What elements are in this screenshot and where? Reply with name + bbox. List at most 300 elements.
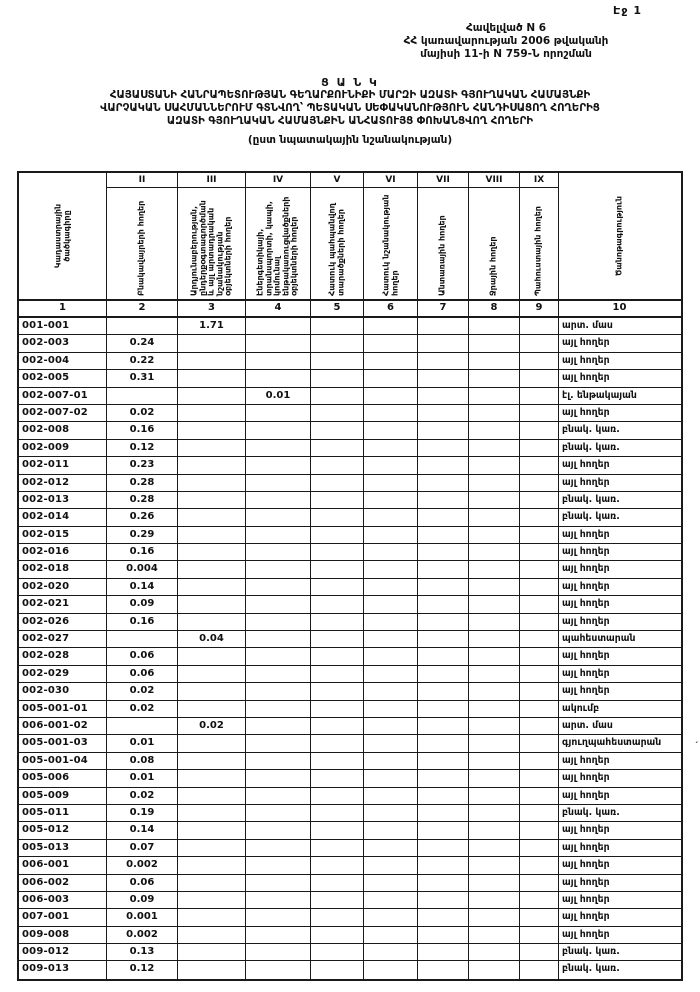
area-value-cell [311,718,364,734]
area-value-cell: 0.07 [107,840,178,856]
area-value-cell [178,353,246,369]
area-value-cell [364,353,418,369]
table-row [19,544,681,561]
area-value-cell [178,961,246,978]
area-value-cell [520,527,559,543]
area-value-cell [364,388,418,404]
area-value-cell [469,596,520,612]
scan-artifact: ՛ [695,741,698,750]
note-cell: բնակ. կառ. [562,424,620,436]
area-value-cell [469,683,520,699]
annex-line: Հավելված N 6 [465,22,547,34]
cadastral-code-cell: 001-001 [19,318,107,334]
area-value-cell [418,579,469,595]
note-cell: բնակ. կառ. [562,511,620,523]
area-value-cell [418,631,469,647]
area-value-cell [246,857,311,873]
area-value-cell [311,857,364,873]
cadastral-code-cell: 007-001 [19,909,107,925]
area-value-cell [418,475,469,491]
area-value-cell [178,944,246,960]
area-value-cell [311,927,364,943]
note-cell: այլ հողեր [562,754,610,766]
note-cell: այլ հողեր [562,546,610,558]
note-cell: ակումբ [562,702,600,714]
land-parcels-table [17,171,683,981]
area-value-cell [469,492,520,508]
area-value-cell [246,475,311,491]
table-row [19,857,681,874]
cadastral-code-cell: 002-016 [19,544,107,560]
note-cell: այլ հողեր [562,893,610,905]
cadastral-code-cell: 005-001-01 [19,701,107,717]
table-row [19,648,681,665]
area-value-cell [520,927,559,943]
area-value-cell: 0.01 [107,770,178,786]
cadastral-code-cell: 002-014 [19,509,107,525]
area-value-cell [418,527,469,543]
area-value-cell [520,857,559,873]
area-value-cell [469,701,520,717]
area-value-cell [178,405,246,421]
area-value-cell [364,527,418,543]
subtitle-line: ՀԱՅԱՍՏԱՆԻ ՀԱՆՐԱՊԵՏՈՒԹՅԱՆ ԳԵՂԱՐՔՈՒՆԻՔԻ ՄԱՐԶԻ ԱԶԱՏԻ ԳՅՈՒՂԱԿԱՆ ՀԱՄԱՅՆՔԻ [109,90,591,101]
table-row [19,666,681,683]
area-value-cell [364,909,418,925]
cadastral-code-cell: 002-021 [19,596,107,612]
area-value-cell: 0.06 [107,648,178,664]
note-cell: այլ հողեր [562,528,610,540]
area-value-cell [469,388,520,404]
area-value-cell [178,753,246,769]
cadastral-code-cell: 002-028 [19,648,107,664]
cadastral-code-cell: 006-001 [19,857,107,873]
area-value-cell [178,822,246,838]
area-value-cell [520,318,559,334]
area-value-cell [178,457,246,473]
area-value-cell [418,735,469,751]
area-value-cell [311,353,364,369]
roman-numeral: III [178,173,245,188]
area-value-cell [469,892,520,908]
table-row [19,770,681,787]
table-row [19,840,681,857]
area-value-cell: 0.06 [107,875,178,891]
cadastral-code-cell: 005-012 [19,822,107,838]
note-cell: այլ հողեր [562,459,610,471]
table-row [19,596,681,613]
area-value-cell [311,614,364,630]
area-value-cell: 1.71 [178,318,246,334]
area-value-cell [178,561,246,577]
area-value-cell: 0.04 [178,631,246,647]
header-col-9 [520,173,559,299]
area-value-cell: 0.02 [107,701,178,717]
area-value-cell [469,579,520,595]
area-value-cell [418,892,469,908]
area-value-cell [469,735,520,751]
area-value-cell [364,492,418,508]
cadastral-code-cell: 002-007-02 [19,405,107,421]
area-value-cell [246,892,311,908]
area-value-cell [520,440,559,456]
note-cell: այլ հողեր [562,911,610,923]
cadastral-code-cell: 002-003 [19,335,107,351]
table-header [19,173,681,299]
area-value-cell [469,527,520,543]
area-value-cell [311,875,364,891]
area-value-cell [364,422,418,438]
cadastral-code-cell: 009-013 [19,961,107,978]
note-cell: արտ. մաս [562,320,613,331]
cadastral-code-cell: 006-002 [19,875,107,891]
area-value-cell [469,370,520,386]
table-rows [19,318,681,979]
cadastral-code-cell: 002-007-01 [19,388,107,404]
area-value-cell: 0.06 [107,666,178,682]
area-value-cell: 0.002 [107,927,178,943]
column-number: 8 [469,301,520,316]
table-row [19,805,681,822]
area-value-cell [469,405,520,421]
area-value-cell [418,422,469,438]
area-value-cell [520,788,559,804]
area-value-cell [178,805,246,821]
area-value-cell [364,822,418,838]
area-value-cell [246,353,311,369]
column-number: 5 [311,301,364,316]
area-value-cell [469,822,520,838]
area-value-cell [364,614,418,630]
area-value-cell [178,840,246,856]
area-value-cell [178,666,246,682]
header-col-8 [469,173,520,299]
area-value-cell [520,614,559,630]
area-value-cell [520,718,559,734]
roman-numeral: VI [364,173,417,188]
area-value-cell: 0.24 [107,335,178,351]
area-value-cell [469,614,520,630]
area-value-cell [520,405,559,421]
cadastral-code-cell: 002-020 [19,579,107,595]
area-value-cell [311,840,364,856]
area-value-cell [246,735,311,751]
area-value-cell [469,788,520,804]
area-value-cell [364,648,418,664]
area-value-cell [469,927,520,943]
header-col-notes [559,173,680,299]
header-col-5 [311,173,364,299]
roman-numeral: V [311,173,363,188]
area-value-cell [246,718,311,734]
area-value-cell [178,544,246,560]
area-value-cell [364,596,418,612]
area-value-cell [364,857,418,873]
area-value-cell [178,370,246,386]
area-value-cell [520,492,559,508]
table-row [19,753,681,770]
area-value-cell [246,544,311,560]
subtitle-note: (ըստ նպատակային նշանակության) [247,134,453,146]
area-value-cell: 0.16 [107,544,178,560]
area-value-cell [364,544,418,560]
table-row [19,509,681,526]
area-value-cell [469,875,520,891]
column-label: Կադաստրային ծածկագիրը [52,203,71,269]
area-value-cell [418,666,469,682]
area-value-cell: 0.08 [107,753,178,769]
note-cell: այլ հողեր [562,580,610,592]
area-value-cell [364,457,418,473]
area-value-cell [469,648,520,664]
cadastral-code-cell: 002-018 [19,561,107,577]
area-value-cell: 0.13 [107,944,178,960]
area-value-cell [311,909,364,925]
area-value-cell [246,405,311,421]
cadastral-code-cell: 002-004 [19,353,107,369]
area-value-cell [364,701,418,717]
table-row [19,353,681,370]
area-value-cell [178,475,246,491]
table-row [19,370,681,387]
table-row [19,318,681,335]
document-title: Ց Ա Ն Կ [321,76,379,89]
area-value-cell [364,335,418,351]
header-col-3 [178,173,246,299]
cadastral-code-cell: 002-013 [19,492,107,508]
cadastral-code-cell: 005-011 [19,805,107,821]
table-row [19,701,681,718]
area-value-cell [246,631,311,647]
note-cell: այլ հողեր [562,789,610,801]
column-number-row [19,299,681,318]
area-value-cell [246,788,311,804]
roman-numeral: IX [520,173,558,188]
cadastral-code-cell: 005-009 [19,788,107,804]
column-label: Հատուկ նշանակության հողեր [380,193,399,296]
area-value-cell [520,509,559,525]
area-value-cell [107,718,178,734]
cadastral-code-cell: 002-030 [19,683,107,699]
area-value-cell [246,318,311,334]
area-value-cell [311,631,364,647]
area-value-cell [246,840,311,856]
table-row [19,718,681,735]
note-cell: պահեստարան [562,633,636,645]
area-value-cell [469,718,520,734]
area-value-cell: 0.29 [107,527,178,543]
area-value-cell [469,944,520,960]
area-value-cell [311,509,364,525]
area-value-cell [246,770,311,786]
area-value-cell [418,509,469,525]
area-value-cell [418,596,469,612]
area-value-cell [520,596,559,612]
area-value-cell [520,631,559,647]
table-row [19,422,681,439]
note-cell: այլ հողեր [562,876,610,888]
area-value-cell [178,735,246,751]
area-value-cell [364,892,418,908]
area-value-cell [364,753,418,769]
area-value-cell: 0.12 [107,440,178,456]
note-cell: այլ հողեր [562,563,610,575]
table-row [19,875,681,892]
area-value-cell [418,840,469,856]
table-row [19,492,681,509]
area-value-cell [469,544,520,560]
area-value-cell: 0.02 [107,683,178,699]
area-value-cell: 0.09 [107,892,178,908]
area-value-cell [418,544,469,560]
area-value-cell [178,422,246,438]
page-number: Էջ 1 [613,4,642,17]
area-value-cell [418,388,469,404]
area-value-cell [418,648,469,664]
area-value-cell [178,875,246,891]
column-label: Հատուկ պահպանվող տարածքների հողեր [327,202,345,296]
area-value-cell [520,805,559,821]
area-value-cell [520,353,559,369]
area-value-cell [520,735,559,751]
area-value-cell [520,388,559,404]
area-value-cell [418,788,469,804]
area-value-cell [469,353,520,369]
area-value-cell [246,961,311,978]
note-cell: բնակ. կառ. [562,963,620,975]
area-value-cell [178,388,246,404]
area-value-cell: 0.23 [107,457,178,473]
area-value-cell [178,527,246,543]
title-block [0,76,700,146]
area-value-cell [364,405,418,421]
column-label: Բնակավայրերի հողեր [136,200,146,296]
area-value-cell: 0.31 [107,370,178,386]
note-cell: արտ. մաս [562,719,613,731]
column-number: 7 [418,301,469,316]
area-value-cell [469,509,520,525]
area-value-cell [469,335,520,351]
area-value-cell [418,701,469,717]
area-value-cell [311,701,364,717]
area-value-cell [364,875,418,891]
area-value-cell [364,631,418,647]
note-cell: այլ հողեր [562,406,610,418]
area-value-cell [246,927,311,943]
area-value-cell: 0.16 [107,422,178,438]
table-row [19,944,681,961]
area-value-cell [364,683,418,699]
table-row [19,388,681,405]
area-value-cell [364,788,418,804]
table-row [19,735,681,752]
note-cell: այլ հողեր [562,372,610,384]
area-value-cell [364,840,418,856]
area-value-cell [469,840,520,856]
area-value-cell [418,927,469,943]
area-value-cell: 0.001 [107,909,178,925]
area-value-cell [246,683,311,699]
area-value-cell [520,753,559,769]
cadastral-code-cell: 005-006 [19,770,107,786]
column-number: 1 [19,301,107,316]
area-value-cell [520,370,559,386]
area-value-cell [469,457,520,473]
note-cell: այլ հողեր [562,685,610,697]
area-value-cell [418,683,469,699]
column-number: 9 [520,301,559,316]
column-number: 2 [107,301,178,316]
column-label: Ջրային հողեր [488,235,498,296]
area-value-cell [246,492,311,508]
table-row [19,335,681,352]
area-value-cell [364,509,418,525]
note-cell: այլ հողեր [562,354,610,366]
area-value-cell [178,770,246,786]
area-value-cell [364,735,418,751]
note-cell: այլ հողեր [562,859,610,871]
column-label: Պահուստային հողեր [533,205,543,296]
area-value-cell [178,927,246,943]
area-value-cell [107,631,178,647]
annex-reference [338,22,674,61]
area-value-cell [418,822,469,838]
area-value-cell [178,892,246,908]
cadastral-code-cell: 005-001-04 [19,753,107,769]
area-value-cell [418,944,469,960]
area-value-cell: 0.004 [107,561,178,577]
area-value-cell [246,666,311,682]
note-cell: բնակ. կառ. [562,806,620,818]
area-value-cell [311,788,364,804]
cadastral-code-cell: 006-003 [19,892,107,908]
area-value-cell [364,961,418,978]
note-cell: գյուղպահեստարան [562,737,662,749]
area-value-cell [520,909,559,925]
cadastral-code-cell: 002-027 [19,631,107,647]
cadastral-code-cell: 005-013 [19,840,107,856]
table-row [19,475,681,492]
area-value-cell [469,857,520,873]
area-value-cell [469,805,520,821]
area-value-cell [178,857,246,873]
cadastral-code-cell: 002-011 [19,457,107,473]
area-value-cell [178,335,246,351]
roman-numeral: VII [418,173,468,188]
column-label: Արդյունաբերության, ընդերքօգտագործման և այլ արտադրական նշանակության օբյեկտների հողեր [189,199,233,296]
column-label: Ծանոթագրություն [614,195,624,277]
note-cell: այլ հողեր [562,650,610,662]
area-value-cell [469,753,520,769]
area-value-cell [246,335,311,351]
area-value-cell [520,561,559,577]
area-value-cell [311,579,364,595]
area-value-cell: 0.02 [107,405,178,421]
cadastral-code-cell: 006-001-02 [19,718,107,734]
area-value-cell [364,927,418,943]
area-value-cell [469,909,520,925]
area-value-cell [311,422,364,438]
area-value-cell [246,596,311,612]
table-row [19,788,681,805]
column-number: 4 [246,301,311,316]
area-value-cell [311,335,364,351]
roman-numeral: VIII [469,173,519,188]
roman-numeral: II [107,173,177,188]
annex-line: մայիսի 11-ի N 759-Ն որոշման [420,48,592,60]
annex-line: ՀՀ կառավարության 2006 թվականի [403,35,609,47]
area-value-cell [418,318,469,334]
